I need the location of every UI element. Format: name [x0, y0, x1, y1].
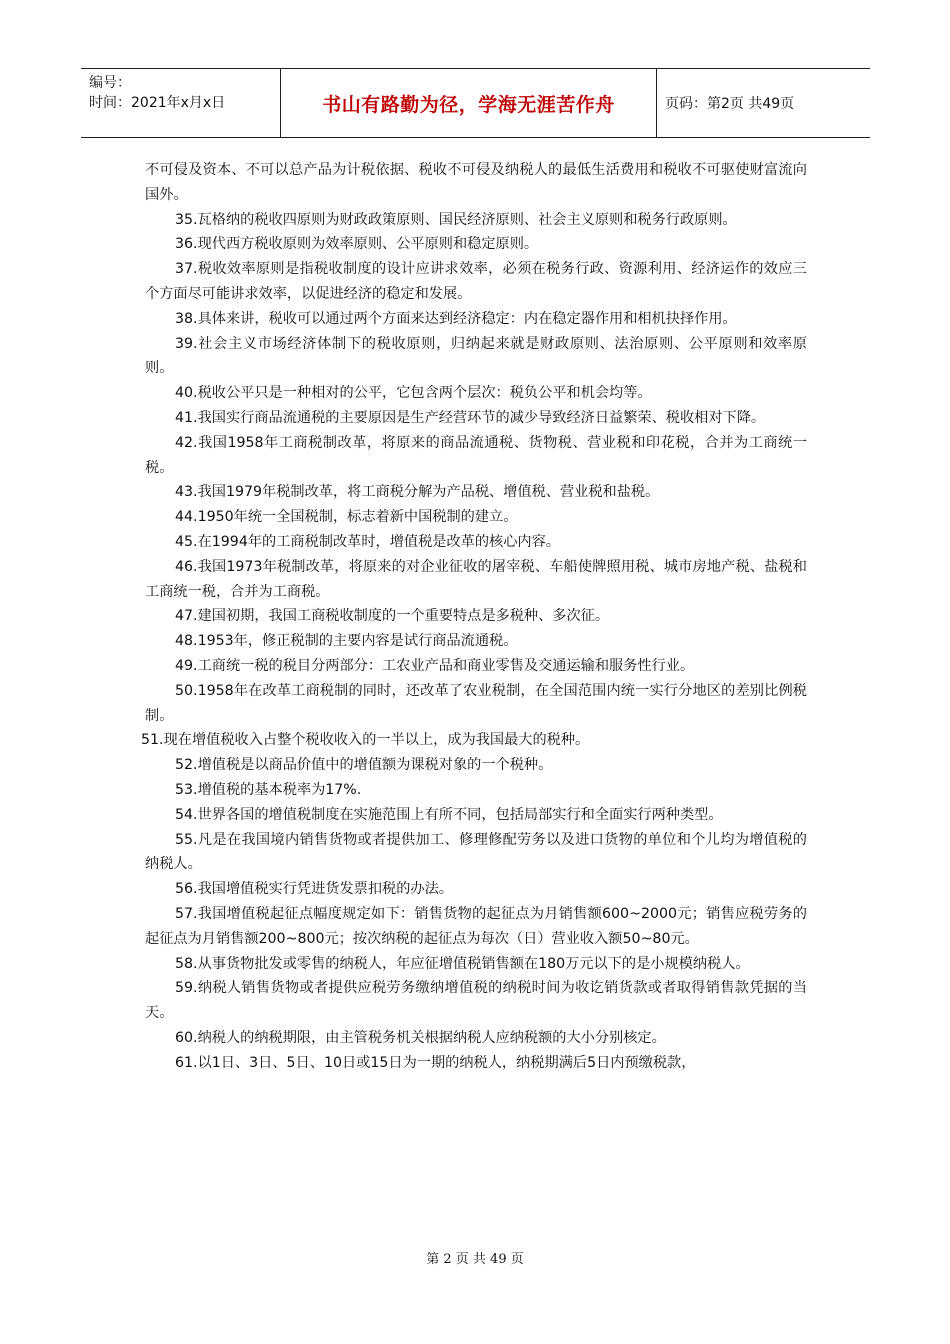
- paragraph-item-61: 61.以1日、3日、5日、10日或15日为一期的纳税人，纳税期满后5日内预缴税款，: [175, 1054, 696, 1071]
- paragraph-item-46: 46.我国1973年税制改革，将原来的对企业征收的屠宰税、车船使牌照用税、城市房地产税、盐税和工商统一税，合并为工商税。: [145, 558, 807, 600]
- paragraph-item-42: 42.我国1958年工商税制改革，将原来的商品流通税、货物税、营业税和印花税，合并为工商统一税。: [145, 434, 808, 476]
- paragraph-item-40: 40.税收公平只是一种相对的公平，它包含两个层次：税负公平和机会均等。: [175, 385, 652, 402]
- paragraph-item-52: 52.增值税是以商品价值中的增值额为课税对象的一个税种。: [175, 757, 553, 774]
- document-body: [141, 158, 808, 1075]
- paragraph-item-41: 41.我国实行商品流通税的主要原因是生产经营环节的减少导致经济日益繁荣、税收相对下降。: [175, 409, 766, 426]
- header-page-number: 页码：第2页 共49页: [665, 96, 795, 112]
- paragraph-item-38: 38.具体来讲，税收可以通过两个方面来达到经济稳定：内在稳定器作用和相机抉择作用。: [175, 310, 737, 327]
- paragraph-item-35: 35.瓦格纳的税收四原则为财政政策原则、国民经济原则、社会主义原则和税务行政原则。: [175, 211, 737, 228]
- paragraph-item-59: 59.纳税人销售货物或者提供应税劳务缴纳增值税的纳税时间为收讫销货款或者取得销售款凭据的当天。: [145, 980, 807, 1022]
- paragraph-item-47: 47.建国初期，我国工商税收制度的一个重要特点是多税种、多次征。: [175, 608, 610, 625]
- paragraph-item-57: 57.我国增值税起征点幅度规定如下：销售货物的起征点为月销售额600~2000元；销售应税劳务的起征点为月销售额200~800元；按次纳税的起征点为每次（日）营业收入额50~80元。: [145, 905, 807, 947]
- paragraph-item-48: 48.1953年，修正税制的主要内容是试行商品流通税。: [175, 633, 518, 650]
- paragraph-item-55: 55.凡是在我国境内销售货物或者提供加工、修理修配劳务以及进口货物的单位和个儿均为增值税的纳税人。: [145, 831, 807, 873]
- paragraph-item-44: 44.1950年统一全国税制，标志着新中国税制的建立。: [175, 509, 518, 526]
- paragraph-item-58: 58.从事货物批发或零售的纳税人，年应征增值税销售额在180万元以下的是小规模纳税人。: [175, 955, 750, 972]
- paragraph-item-54: 54.世界各国的增值税制度在实施范围上有所不同，包括局部实行和全面实行两种类型。: [175, 806, 723, 823]
- paragraph-item-43: 43.我国1979年税制改革，将工商税分解为产品税、增值税、营业税和盐税。: [175, 484, 660, 501]
- header-meta: [81, 69, 281, 137]
- page-header: [81, 68, 870, 138]
- paragraph-item-39: 39.社会主义市场经济体制下的税收原则，归纳起来就是财政原则、法治原则、公平原则和效率原则。: [145, 335, 807, 377]
- paragraph-item-49: 49.工商统一税的税目分两部分：工农业产品和商业零售及交通运输和服务性行业。: [175, 657, 695, 674]
- paragraph-item-45: 45.在1994年的工商税制改革时，增值税是改革的核心内容。: [175, 533, 560, 550]
- paragraph-item-53: 53.增值税的基本税率为17%.: [175, 781, 362, 798]
- paragraph-item-37: 37.税收效率原则是指税收制度的设计应讲求效率，必须在税务行政、资源利用、经济运作的效应三个方面尽可能讲求效率，以促进经济的稳定和发展。: [145, 261, 807, 302]
- header-motto: 书山有路勤为径，学海无涯苦作舟: [281, 69, 657, 137]
- document-time-label: 时间：2021年x月x日: [89, 95, 226, 111]
- paragraph-continuation: 不可侵及资本、不可以总产品为计税依据、税收不可侵及纳税人的最低生活费用和税收不可驱使财富流向国外。: [145, 162, 807, 203]
- paragraph-item-56: 56.我国增值税实行凭进货发票扣税的办法。: [175, 881, 453, 898]
- paragraph-item-51: 51.现在增值税收入占整个税收收入的一半以上，成为我国最大的税种。: [141, 732, 590, 749]
- paragraph-item-60: 60.纳税人的纳税期限，由主管税务机关根据纳税人应纳税额的大小分别核定。: [175, 1029, 666, 1046]
- page-footer: 第 2 页 共 49 页: [426, 1252, 524, 1267]
- paragraph-item-36: 36.现代西方税收原则为效率原则、公平原则和稳定原则。: [175, 236, 539, 253]
- document-number-label: 编号：: [89, 75, 131, 91]
- paragraph-item-50: 50.1958年在改革工商税制的同时，还改革了农业税制，在全国范围内统一实行分地区的差别比例税制。: [145, 682, 807, 724]
